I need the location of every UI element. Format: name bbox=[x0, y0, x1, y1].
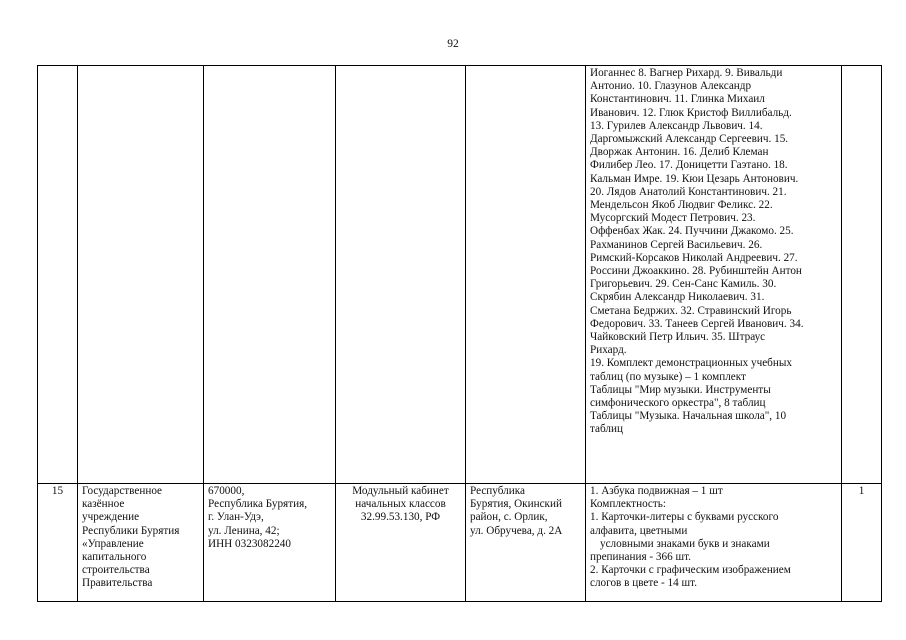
cell-line: Скрябин Александр Николаевич. 31. bbox=[590, 291, 765, 304]
cell-line: Мендельсон Якоб Людвиг Феликс. 22. bbox=[590, 199, 773, 212]
cell-line: начальных классов bbox=[355, 498, 446, 511]
cell-line: 1. Карточки-литеры с буквами русского bbox=[590, 511, 779, 524]
row-number-cell: 15 bbox=[38, 484, 78, 602]
cell-line: Константинович. 11. Глинка Михаил bbox=[590, 93, 765, 106]
cell-line: симфонического оркестра", 8 таблиц bbox=[590, 397, 766, 410]
cell-line: Государственное bbox=[82, 485, 163, 497]
cell-line: ИНН 0323082240 bbox=[208, 537, 291, 550]
cell-line: 670000, bbox=[208, 485, 245, 497]
cell-line: Сметана Бедржих. 32. Стравинский Игорь bbox=[590, 304, 792, 317]
table-row bbox=[38, 484, 882, 602]
cell-line: Григорьевич. 29. Сен-Санс Камиль. 30. bbox=[590, 278, 777, 291]
cell-line: Республика Бурятия, bbox=[208, 498, 308, 511]
cell-line: Кальман Имре. 19. Кюи Цезарь Антонович. bbox=[590, 172, 799, 185]
cell-line: район, с. Орлик, bbox=[470, 511, 548, 524]
cell-line: г. Улан-Удэ, bbox=[208, 511, 264, 524]
cell-line: Таблицы "Мир музыки. Инструменты bbox=[590, 383, 771, 396]
cell-line: 32.99.53.130, РФ bbox=[360, 511, 441, 524]
location-cell bbox=[466, 66, 586, 484]
cell-line: Филибер Лео. 17. Доницетти Гаэтано. 18. bbox=[590, 159, 788, 172]
organization-cell bbox=[78, 66, 204, 484]
cell-line: 13. Гурилев Александр Львович. 14. bbox=[590, 119, 763, 132]
location-cell bbox=[466, 484, 586, 602]
cell-line: «Управление bbox=[82, 537, 144, 550]
page-number: 92 bbox=[447, 38, 459, 50]
row-number-cell bbox=[38, 66, 78, 484]
quantity-cell: 1 bbox=[842, 484, 882, 602]
cell-line: Республика bbox=[470, 485, 525, 497]
cell-line: строительства bbox=[82, 564, 150, 577]
organization-cell bbox=[78, 484, 204, 602]
inventory-table bbox=[37, 65, 882, 602]
quantity-cell bbox=[842, 66, 882, 484]
cell-line: 1. Азбука подвижная – 1 шт bbox=[590, 485, 723, 497]
cell-line: ул. Обручева, д. 2А bbox=[470, 524, 563, 537]
cell-line: Бурятия, Окинский bbox=[470, 498, 562, 511]
cell-line: 2. Карточки с графическим изображением bbox=[590, 564, 791, 577]
cell-line: Правительства bbox=[82, 577, 153, 590]
cell-line: Чайковский Петр Ильич. 35. Штраус bbox=[590, 331, 766, 344]
cell-line: Оффенбах Жак. 24. Пуччини Джакомо. 25. bbox=[590, 225, 794, 238]
cell-line: Иванович. 12. Глюк Кристоф Виллибальд. bbox=[590, 106, 792, 119]
cell-line: Иоганнес 8. Вагнер Рихард. 9. Вивальди bbox=[590, 67, 783, 79]
cell-line: алфавита, цветными bbox=[590, 524, 688, 537]
cell-line: Россини Джоаккино. 28. Рубинштейн Антон bbox=[590, 265, 802, 278]
cell-line: таблиц (по музыке) – 1 комплект bbox=[590, 370, 746, 383]
address-cell bbox=[204, 484, 336, 602]
cell-line: Даргомыжский Александр Сергеевич. 15. bbox=[590, 133, 789, 146]
object-cell bbox=[336, 484, 466, 602]
cell-line: капитального bbox=[82, 551, 147, 564]
cell-line: Рахманинов Сергей Васильевич. 26. bbox=[590, 238, 763, 251]
cell-line: Комплектность: bbox=[590, 498, 667, 511]
cell-line: Модульный кабинет bbox=[352, 485, 449, 497]
cell-line: Дворжак Антонин. 16. Делиб Клеман bbox=[590, 146, 769, 159]
cell-line: Таблицы "Музыка. Начальная школа", 10 bbox=[590, 410, 787, 423]
cell-line: условными знаками букв и знаками bbox=[600, 537, 770, 550]
cell-line: казённое bbox=[82, 498, 125, 511]
cell-line: Рихард. bbox=[590, 344, 627, 357]
table-row bbox=[38, 66, 882, 484]
cell-line: слогов в цвете - 14 шт. bbox=[590, 577, 697, 590]
object-cell bbox=[336, 66, 466, 484]
cell-line: 19. Комплект демонстрационных учебных bbox=[590, 357, 792, 370]
content-cell bbox=[586, 66, 842, 484]
cell-line: Мусоргский Модест Петрович. 23. bbox=[590, 212, 756, 225]
cell-line: Римский-Корсаков Николай Андреевич. 27. bbox=[590, 251, 798, 264]
address-cell bbox=[204, 66, 336, 484]
cell-line: Республики Бурятия bbox=[82, 524, 180, 537]
cell-line: учреждение bbox=[82, 511, 140, 524]
cell-line: Антонио. 10. Глазунов Александр bbox=[590, 80, 752, 93]
cell-line: ул. Ленина, 42; bbox=[208, 524, 280, 537]
cell-line: Федорович. 33. Танеев Сергей Иванович. 34. bbox=[590, 317, 804, 330]
cell-line: препинания - 366 шт. bbox=[590, 551, 691, 564]
cell-line: 20. Лядов Анатолий Константинович. 21. bbox=[590, 185, 787, 198]
content-cell bbox=[586, 484, 842, 602]
cell-line: таблиц bbox=[590, 423, 623, 436]
